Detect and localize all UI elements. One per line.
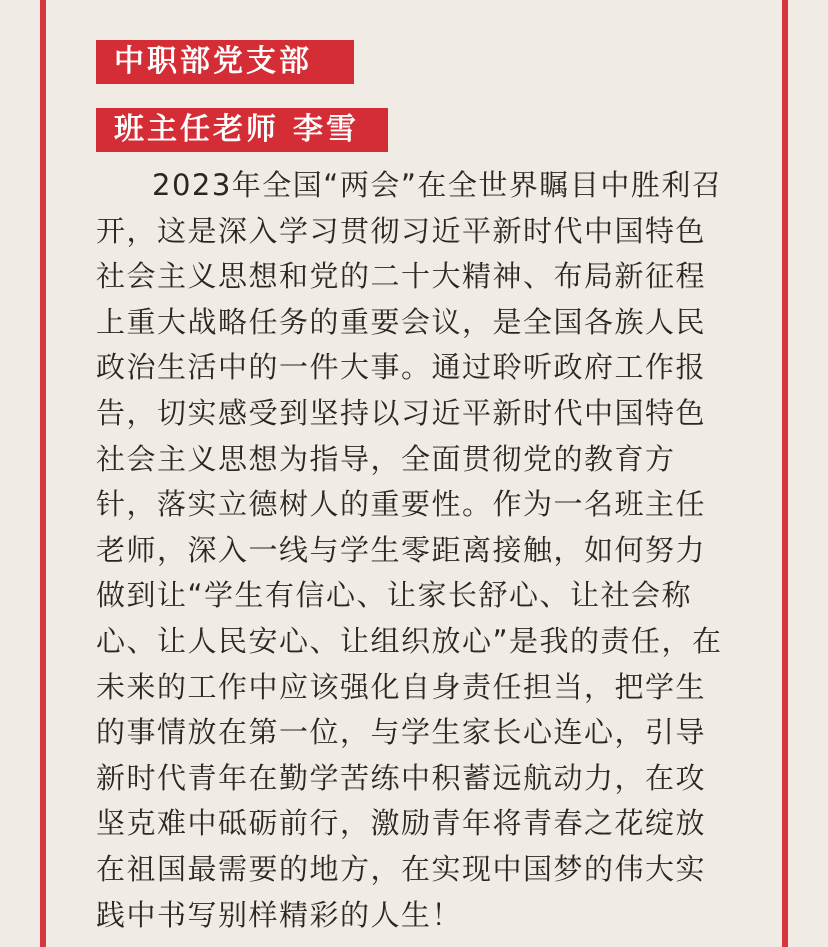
right-border-decoration (782, 0, 788, 947)
teacher-role: 班主任老师 (114, 112, 279, 147)
article-line: 社会主义思想和党的二十大精神、布局新征程 (96, 259, 707, 294)
article-line: 坚克难中砥砺前行，激励青年将青春之花绽放 (96, 806, 707, 841)
article-line: 针，落实立德树人的重要性。作为一名班主任 (96, 487, 707, 522)
teacher-label (96, 108, 388, 152)
article-line: 老师，深入一线与学生零距离接触，如何努力 (96, 532, 707, 567)
teacher-name: 李雪 (293, 112, 359, 147)
article-line: 开，这是深入学习贯彻习近平新时代中国特色 (96, 213, 707, 248)
department-text: 中职部党支部 (114, 44, 312, 79)
department-label (96, 40, 354, 84)
article-line: 社会主义思想为指导，全面贯彻党的教育方 (96, 441, 676, 476)
article-line: 践中书写别样精彩的人生！ (96, 897, 463, 932)
article-line: 告，切实感受到坚持以习近平新时代中国特色 (96, 395, 707, 430)
article-body (96, 163, 736, 938)
article-line: 的事情放在第一位，与学生家长心连心，引导 (96, 715, 707, 750)
article-line: 政治生活中的一件大事。通过聆听政府工作报 (96, 350, 707, 385)
left-border-decoration (40, 0, 46, 947)
article-line: 新时代青年在勤学苦练中积蓄远航动力，在攻 (96, 760, 707, 795)
article-line: 心、让人民安心、让组织放心”是我的责任，在 (96, 623, 723, 658)
article-line: 做到让“学生有信心、让家长舒心、让社会称 (96, 578, 693, 613)
article-line: 上重大战略任务的重要会议，是全国各族人民 (96, 304, 707, 339)
article-line: 在祖国最需要的地方，在实现中国梦的伟大实 (96, 851, 707, 886)
article-line: 未来的工作中应该强化自身责任担当，把学生 (96, 669, 707, 704)
article-line: 2023年全国“两会”在全世界瞩目中胜利召 (152, 168, 723, 202)
